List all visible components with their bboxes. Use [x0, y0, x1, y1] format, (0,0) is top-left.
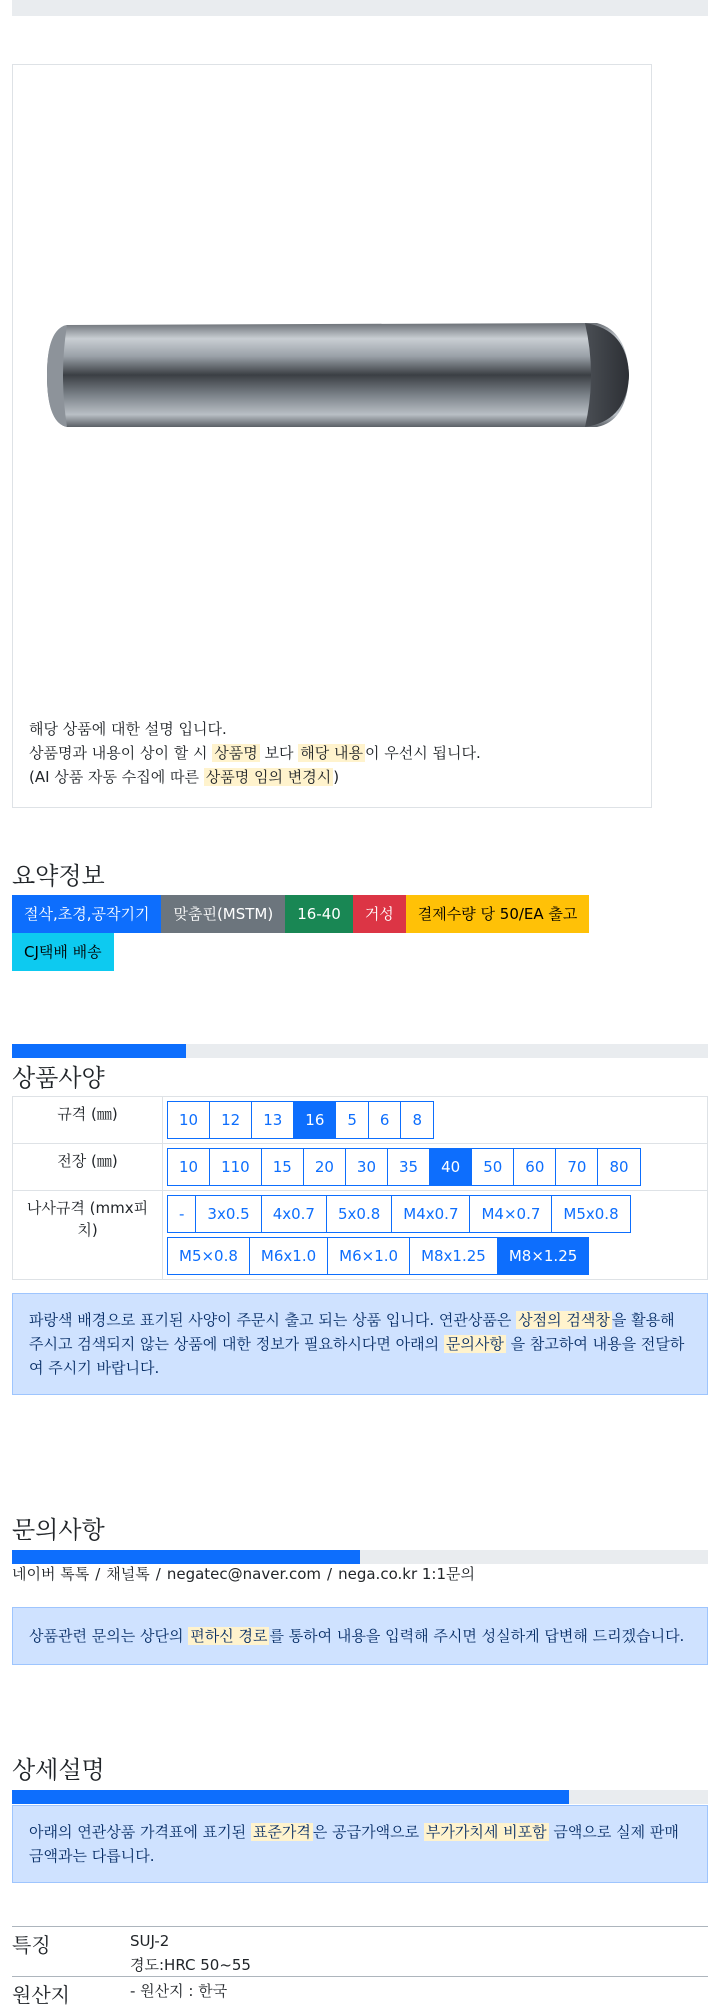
- spec-option-button[interactable]: M6×1.0: [327, 1237, 410, 1275]
- spec-option-button[interactable]: M8x1.25: [409, 1237, 498, 1275]
- info-text: 을 활용해 주시고 검색되지 않는 상품에 대한 정보가 필요하시다면 아래의: [29, 1311, 675, 1353]
- info-text: 상품관련 문의는 상단의: [29, 1627, 189, 1645]
- detail-title: 상세설명: [12, 1756, 105, 1784]
- info-text: 를 통하여 내용을 입력해 주시면 성실하게 답변해 드리겠습니다.: [269, 1627, 685, 1645]
- feature-key: 특징: [12, 1933, 51, 1957]
- spec-option-button[interactable]: -: [167, 1195, 196, 1233]
- spec-option-button[interactable]: 20: [303, 1148, 346, 1186]
- info-highlight: 표준가격: [252, 1823, 311, 1841]
- inquiry-channel-link[interactable]: nega.co.kr 1:1문의: [338, 1565, 475, 1583]
- note-highlight: 상품명 임의 변경시: [205, 768, 332, 786]
- summary-badge: 절삭,초경,공작기기: [12, 895, 161, 933]
- detail-progress-bar: [12, 1790, 708, 1804]
- option-row: [167, 1237, 703, 1275]
- origin-key: 원산지: [12, 1983, 70, 2007]
- spec-option-button[interactable]: M5×0.8: [167, 1237, 250, 1275]
- summary-badge: 16-40: [285, 895, 353, 933]
- option-group: [167, 1101, 703, 1139]
- info-text: 은 공급가액으로: [312, 1823, 424, 1841]
- feature-row: [12, 1926, 708, 1976]
- info-text: 금액으로 실제 판매금액과는 다릅니다.: [29, 1823, 679, 1865]
- spec-option-button[interactable]: 50: [471, 1148, 514, 1186]
- inquiry-progress-fill: [12, 1550, 360, 1564]
- summary-badge: CJ택배 배송: [12, 933, 114, 971]
- option-group: [167, 1195, 703, 1275]
- inquiry-channel-link[interactable]: 채널톡: [106, 1565, 150, 1583]
- note-line-1: 해당 상품에 대한 설명 입니다.: [29, 720, 227, 738]
- spec-progress-fill: [12, 1044, 186, 1058]
- info-highlight: 편하신 경로: [190, 1627, 268, 1645]
- spec-row: [13, 1144, 708, 1191]
- feature-value: [130, 1929, 251, 1977]
- origin-row: [12, 1976, 708, 2010]
- product-image-note: [29, 717, 481, 789]
- summary-badge: 거성: [353, 895, 406, 933]
- inquiry-channels: [12, 1563, 475, 1584]
- spec-option-button[interactable]: 16: [293, 1101, 336, 1139]
- spec-option-button[interactable]: 6: [368, 1101, 402, 1139]
- spec-option-button[interactable]: 15: [261, 1148, 304, 1186]
- origin-value: - 원산지 : 한국: [130, 1982, 228, 2000]
- dowel-pin-image: [37, 295, 637, 455]
- feature-value-line: SUJ-2: [130, 1932, 170, 1950]
- inquiry-progress-bar: [12, 1550, 708, 1564]
- note-text: 이 우선시 됩니다.: [364, 744, 481, 762]
- note-text: ): [333, 768, 340, 786]
- spec-options: [163, 1144, 708, 1191]
- note-highlight: 상품명: [214, 744, 258, 762]
- spec-option-button[interactable]: 110: [209, 1148, 262, 1186]
- spec-label: 나사규격 (mmx피치): [13, 1191, 163, 1280]
- spec-option-button[interactable]: 40: [429, 1148, 472, 1186]
- spec-option-button[interactable]: 10: [167, 1148, 210, 1186]
- spec-options: [163, 1191, 708, 1280]
- spec-option-button[interactable]: 60: [513, 1148, 556, 1186]
- spec-option-button[interactable]: 5: [335, 1101, 369, 1139]
- detail-progress-fill: [12, 1790, 569, 1804]
- inquiry-title: 문의사항: [12, 1516, 105, 1544]
- spec-row: [13, 1097, 708, 1144]
- note-text: (AI 상품 자동 수집에 따른: [29, 768, 204, 786]
- spec-option-button[interactable]: 12: [209, 1101, 252, 1139]
- info-highlight: 문의사항: [445, 1335, 504, 1353]
- summary-badges: [12, 895, 652, 971]
- spec-title: 상품사양: [12, 1064, 105, 1092]
- summary-title: 요약정보: [12, 862, 105, 890]
- spec-option-button[interactable]: 35: [387, 1148, 430, 1186]
- spec-option-button[interactable]: 8: [400, 1101, 434, 1139]
- info-text: 을 참고하여 내용을 전달하여 주시기 바랍니다.: [29, 1335, 685, 1377]
- note-highlight: 해당 내용: [300, 744, 363, 762]
- spec-option-button[interactable]: M5x0.8: [551, 1195, 630, 1233]
- inquiry-channel-link[interactable]: 네이버 톡톡: [12, 1565, 90, 1583]
- channel-separator: /: [95, 1565, 101, 1583]
- spec-option-button[interactable]: 5x0.8: [326, 1195, 392, 1233]
- summary-badge: 결제수량 당 50/EA 출고: [406, 895, 590, 933]
- feature-value-line: 경도:HRC 50~55: [130, 1956, 251, 1974]
- spec-row: [13, 1191, 708, 1280]
- spec-option-button[interactable]: 80: [597, 1148, 640, 1186]
- info-highlight: 부가가치세 비포함: [425, 1823, 547, 1841]
- top-bar: [12, 0, 708, 16]
- note-text: 상품명과 내용이 상이 할 시: [29, 744, 213, 762]
- option-group: [167, 1148, 703, 1186]
- spec-option-button[interactable]: M4x0.7: [391, 1195, 470, 1233]
- spec-label: 규격 (㎜): [13, 1097, 163, 1144]
- option-row: [167, 1195, 703, 1233]
- spec-option-button[interactable]: 70: [555, 1148, 598, 1186]
- spec-info-box: [12, 1293, 708, 1395]
- spec-option-button[interactable]: 30: [345, 1148, 388, 1186]
- spec-progress-bar: [12, 1044, 708, 1058]
- spec-option-button[interactable]: 3x0.5: [195, 1195, 261, 1233]
- inquiry-info-box: [12, 1607, 708, 1665]
- channel-separator: /: [155, 1565, 161, 1583]
- spec-table: [12, 1096, 708, 1280]
- summary-badge: 맞춤핀(MSTM): [161, 895, 285, 933]
- info-text: 아래의 연관상품 가격표에 표기된: [29, 1823, 251, 1841]
- product-image-panel: [12, 64, 652, 808]
- spec-option-button[interactable]: 4x0.7: [261, 1195, 327, 1233]
- detail-info-box: [12, 1805, 708, 1883]
- info-text: 파랑색 배경으로 표기된 사양이 주문시 출고 되는 상품 입니다. 연관상품은: [29, 1311, 517, 1329]
- spec-option-button[interactable]: M4×0.7: [469, 1195, 552, 1233]
- spec-option-button[interactable]: M8×1.25: [497, 1237, 589, 1275]
- info-highlight: 상점의 검색창: [518, 1311, 610, 1329]
- inquiry-channel-link[interactable]: negatec@naver.com: [166, 1565, 322, 1583]
- note-text: 보다: [259, 744, 299, 762]
- spec-label: 전장 (㎜): [13, 1144, 163, 1191]
- spec-option-button[interactable]: M6x1.0: [249, 1237, 328, 1275]
- spec-option-button[interactable]: 13: [251, 1101, 294, 1139]
- channel-separator: /: [327, 1565, 333, 1583]
- spec-option-button[interactable]: 10: [167, 1101, 210, 1139]
- spec-options: [163, 1097, 708, 1144]
